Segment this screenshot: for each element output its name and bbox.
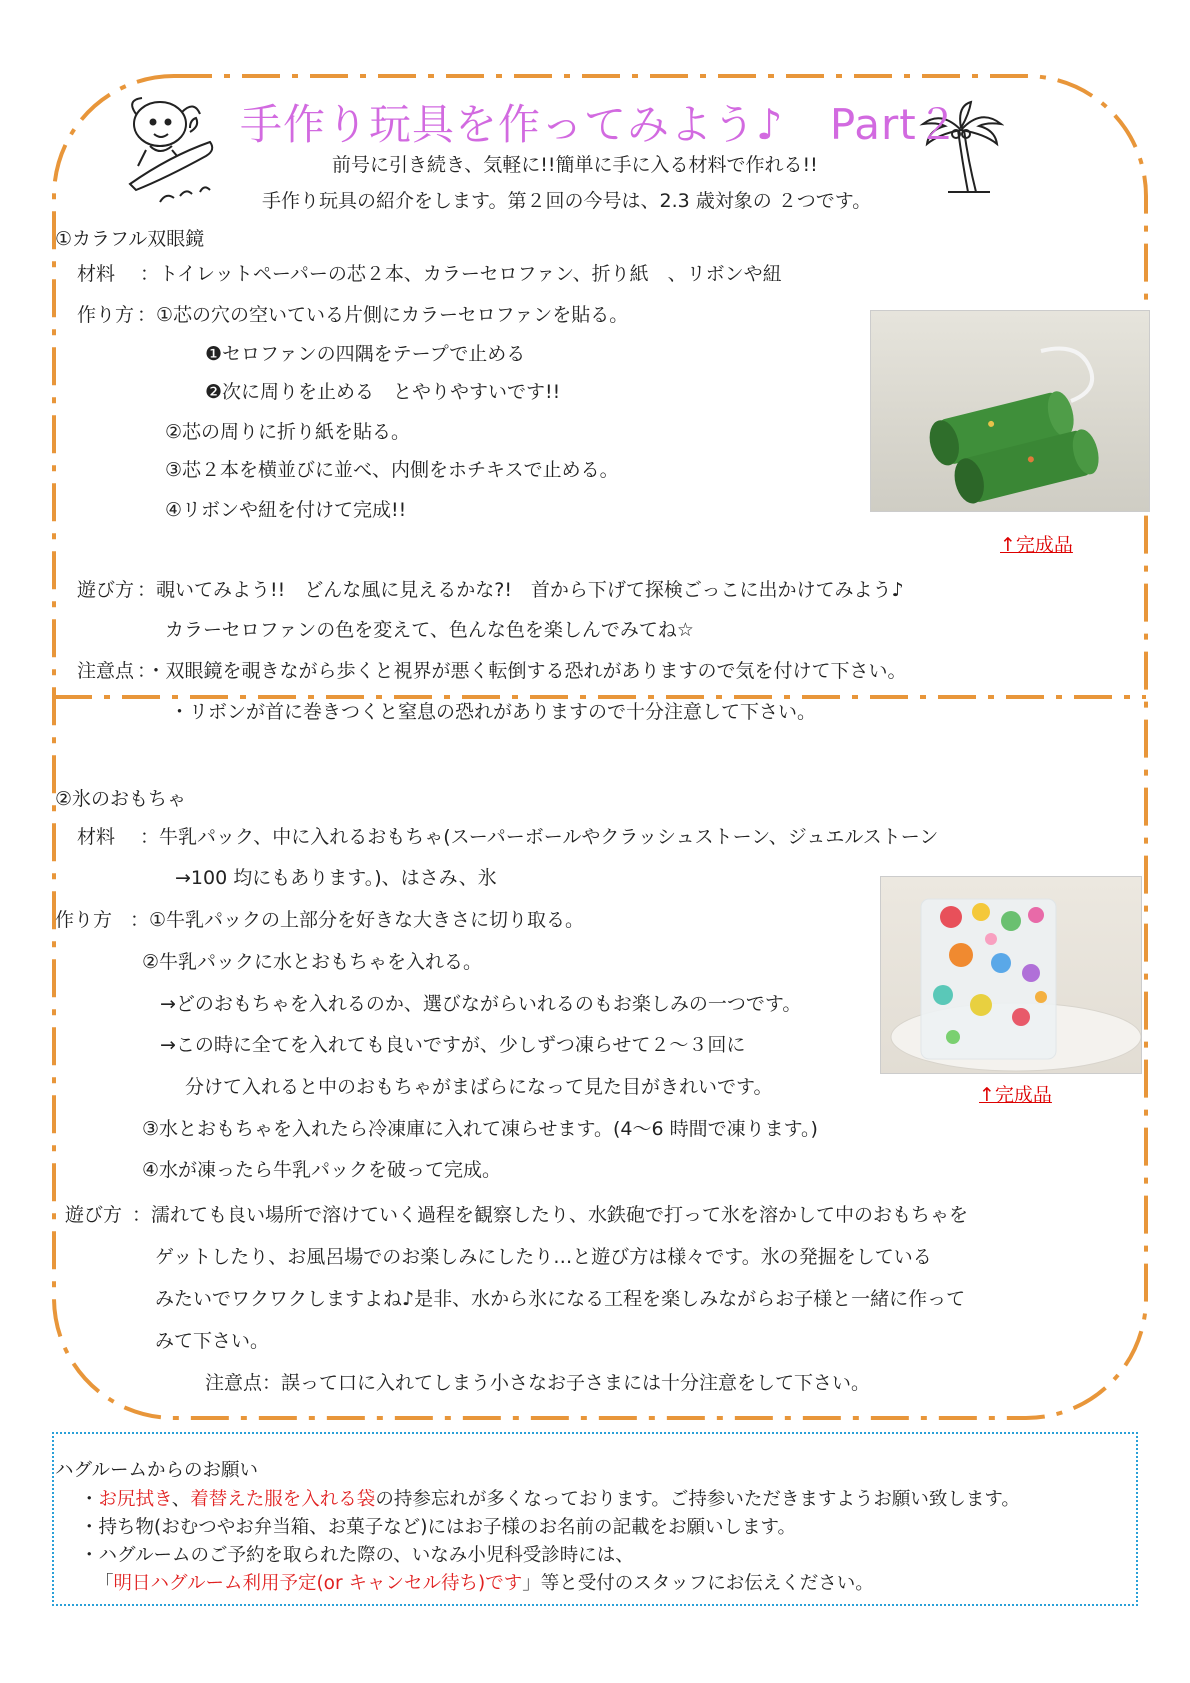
section1-caution: ：・双眼鏡を覗きながら歩くと視界が悪く転倒する恐れがありますので気を付けて下さい。	[137, 660, 907, 682]
notice-item-3	[80, 1544, 634, 1568]
section2-completed-caption: ↑完成品	[979, 1084, 1052, 1106]
notice-sep: 、	[171, 1489, 191, 1510]
section2-step: ③水とおもちゃを入れたら冷凍庫に入れて凍らせます。(4～6 時間で凍ります。)	[142, 1118, 818, 1140]
section2-play-line: ：濡れても良い場所で溶けていく過程を観察したり、水鉄砲で打って氷を溶かして中のおもちゃを	[132, 1204, 969, 1226]
section2-step: →どのおもちゃを入れるのか、選びながらいれるのもお楽しみの一つです。	[160, 993, 802, 1015]
section1-step: ：①芯の穴の空いている片側にカラーセロファンを貼る。	[137, 304, 629, 326]
notice-item-2-text: 持ち物(おむつやお弁当箱、お菓子など)にはお子様のお名前の記載をお願いします。	[98, 1517, 796, 1538]
section2-play-line: みて下さい。	[155, 1330, 270, 1352]
section1-step: ②芯の周りに折り紙を貼る。	[165, 421, 411, 443]
bullet: ・	[80, 1489, 99, 1510]
intro-line-1: 前号に引き続き、気軽に!!簡単に手に入る材料で作れる!!	[332, 154, 818, 176]
section2-caution: 注意点：誤って口に入れてしまう小さなお子さまには十分注意をして下さい。	[205, 1372, 871, 1394]
section1-method-label: 作り方	[77, 304, 135, 326]
notice-item-3b-red: 明日ハグルーム利用予定(or キャンセル待ち)です	[113, 1573, 523, 1594]
notice-item-1-rest: の持参忘れが多くなっております。ご持参いただきますようお願い致します。	[375, 1489, 1020, 1510]
bullet: ・	[80, 1545, 99, 1566]
notice-item-3b-rest: 」等と受付のスタッフにお伝えください。	[522, 1573, 874, 1594]
section2-materials: →100 均にもあります。)、はさみ、氷	[175, 867, 497, 889]
section2-method-label: 作り方	[55, 909, 113, 931]
section2-materials: ：牛乳パック、中に入れるおもちゃ(スーパーボールやクラッシュストーン、ジュエルストーン	[140, 826, 939, 848]
section1-caution-label: 注意点	[77, 660, 135, 682]
section1-materials: ：トイレットペーパーの芯２本、カラーセロファン、折り紙 、リボンや紐	[140, 263, 782, 285]
section2-step: ：①牛乳パックの上部分を好きな大きさに切り取る。	[130, 909, 585, 931]
binocular-photo	[870, 310, 1150, 512]
section1-step: ④リボンや紐を付けて完成!!	[165, 499, 407, 521]
section2-step: ④水が凍ったら牛乳パックを破って完成。	[142, 1159, 502, 1181]
section2-step: →この時に全てを入れても良いですが、少しずつ凍らせて２～３回に	[160, 1034, 746, 1056]
title-part: Part２	[829, 100, 960, 149]
section2-play-line: みたいでワクワクしますよね♪是非、水から氷になる工程を楽しみながらお子様と一緒に作って	[155, 1288, 966, 1310]
notice-item-1	[80, 1488, 1020, 1512]
section2-heading: ②氷のおもちゃ	[55, 788, 187, 810]
quote-open: 「	[95, 1573, 114, 1594]
notice-item-1-red-2: 着替えた服を入れる袋	[190, 1489, 376, 1510]
section1-caution: ・リボンが首に巻きつくと窒息の恐れがありますので十分注意して下さい。	[170, 701, 817, 723]
section1-play-line: ：覗いてみよう!! どんな風に見えるかな?! 首から下げて探検ごっこに出かけてみよう♪	[137, 579, 904, 601]
notice-item-2	[80, 1516, 796, 1540]
section2-play-label: 遊び方	[65, 1204, 123, 1226]
section2-step: ②牛乳パックに水とおもちゃを入れる。	[142, 951, 483, 973]
notice-heading: ハグルームからのお願い	[55, 1460, 258, 1481]
section1-step: ❶セロファンの四隅をテープで止める	[205, 343, 526, 365]
notice-item-3-text: ハグルームのご予約を取られた際の、いなみ小児科受診時には、	[98, 1545, 634, 1566]
section1-materials-label: 材料	[77, 263, 116, 285]
notice-item-1-red-1: お尻拭き	[98, 1489, 172, 1510]
section1-step: ❷次に周りを止める とやりやすいです!!	[205, 381, 561, 403]
section1-play-label: 遊び方	[77, 579, 135, 601]
intro-line-2: 手作り玩具の紹介をします。第２回の今号は、2.3 歳対象の ２つです。	[262, 190, 872, 212]
section1-completed-caption: ↑完成品	[1000, 534, 1073, 556]
notice-item-3b	[95, 1572, 874, 1596]
section2-step: 分けて入れると中のおもちゃがまばらになって見た目がきれいです。	[185, 1076, 773, 1098]
dog-surfer-illustration	[120, 92, 225, 212]
section2-materials-label: 材料	[77, 826, 116, 848]
title-main: 手作り玩具を作ってみよう♪	[240, 100, 784, 149]
section2-play-line: ゲットしたり、お風呂場でのお楽しみにしたり…と遊び方は様々です。氷の発掘をしている	[155, 1246, 932, 1268]
section1-play-line: カラーセロファンの色を変えて、色んな色を楽しんでみてね☆	[165, 619, 694, 641]
page-title	[240, 92, 960, 152]
section1-heading: ①カラフル双眼鏡	[55, 228, 205, 250]
section1-step: ③芯２本を横並びに並べ、内側をホチキスで止める。	[165, 459, 619, 481]
ice-toy-photo	[880, 876, 1142, 1074]
bullet: ・	[80, 1517, 99, 1538]
